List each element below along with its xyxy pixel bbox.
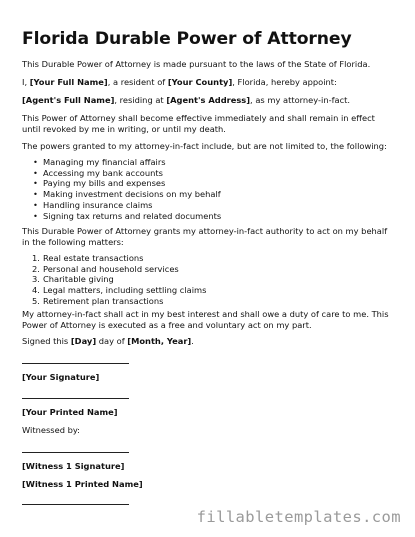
agent-name-placeholder: [Agent's Full Name] [22, 95, 115, 105]
matters-intro-paragraph: This Durable Power of Attorney grants my attorney-in-fact authority to act on my behalf in the following matters: [22, 226, 388, 247]
witness1-signature-line[interactable] [22, 452, 129, 453]
watermark: fillabletemplates.com [196, 508, 401, 526]
your-printed-name-label: [Your Printed Name] [22, 407, 118, 417]
list-item [22, 157, 221, 168]
signed-prefix: Signed this [22, 336, 71, 346]
agent-suffix: , as my attorney-in-fact. [250, 95, 351, 105]
agent-paragraph [22, 95, 394, 106]
list-item-text: Making investment decisions on my behalf [43, 189, 221, 200]
list-item [22, 274, 206, 285]
appoint-mid: , a resident of [107, 77, 168, 87]
signed-paragraph [22, 336, 394, 347]
bullet-icon: • [33, 210, 38, 221]
witness1-printed-name-line[interactable] [22, 504, 129, 505]
list-item-text: Paying my bills and expenses [43, 178, 166, 189]
witness1-signature-label: [Witness 1 Signature] [22, 461, 125, 471]
list-item-text: Charitable giving [43, 274, 114, 285]
list-item [22, 168, 221, 179]
list-item [22, 200, 221, 211]
intro-paragraph: This Durable Power of Attorney is made pursuant to the laws of the State of Florida. [22, 59, 371, 69]
list-item-text: Managing my financial affairs [43, 157, 166, 167]
list-item-text: Accessing my bank accounts [43, 167, 163, 178]
witness1-printed-name-label: [Witness 1 Printed Name] [22, 479, 143, 489]
day-placeholder: [Day] [70, 336, 97, 346]
powers-list [22, 157, 221, 221]
duty-paragraph: My attorney-in-fact shall act in my best interest and shall owe a duty of care to me. This Power of Attorney is executed as a free and voluntary act on my part. [22, 309, 389, 330]
list-item [22, 296, 206, 307]
appoint-suffix: , Florida, hereby appoint: [232, 77, 337, 87]
county-placeholder: [Your County] [167, 77, 233, 87]
effective-paragraph: This Power of Attorney shall become effective immediately and shall remain in effect until revoked by me in writing, or until my death. [22, 113, 375, 134]
list-item-text: Legal matters, including settling claims [43, 285, 207, 296]
list-item [22, 189, 221, 200]
list-item-text: Retirement plan transactions [43, 295, 164, 306]
agent-mid: , residing at [114, 95, 167, 105]
bullet-icon: • [33, 157, 38, 167]
list-number: 4. [32, 285, 40, 296]
appointment-paragraph [22, 77, 394, 88]
list-number: 1. [32, 253, 40, 263]
full-name-placeholder: [Your Full Name] [29, 77, 108, 87]
document-title: Florida Durable Power of Attorney [22, 29, 352, 49]
list-item [22, 285, 206, 296]
your-signature-label: [Your Signature] [22, 372, 100, 382]
your-signature-line[interactable] [22, 363, 129, 364]
list-item-text: Handling insurance claims [43, 199, 153, 210]
signed-suffix: . [191, 336, 194, 346]
appoint-prefix: I, [22, 77, 30, 87]
list-item-text: Personal and household services [43, 263, 179, 274]
powers-intro-paragraph: The powers granted to my attorney-in-fact include, but are not limited to, the following: [22, 141, 387, 151]
matters-list [22, 253, 206, 307]
bullet-icon: • [33, 178, 38, 189]
bullet-icon: • [33, 199, 38, 210]
month-year-placeholder: [Month, Year] [127, 336, 192, 346]
witnessed-by-label: Witnessed by: [22, 425, 80, 435]
list-number: 2. [32, 263, 40, 274]
your-printed-name-line[interactable] [22, 398, 129, 399]
list-item-text: Real estate transactions [43, 253, 144, 263]
list-item [22, 178, 221, 189]
list-item [22, 253, 206, 264]
list-item-text: Signing tax returns and related documents [43, 210, 222, 221]
agent-address-placeholder: [Agent's Address] [166, 95, 251, 105]
list-item [22, 264, 206, 275]
bullet-icon: • [33, 189, 38, 200]
list-item [22, 211, 221, 222]
list-number: 5. [32, 295, 40, 306]
signed-mid: day of [96, 336, 128, 346]
bullet-icon: • [33, 167, 38, 178]
list-number: 3. [32, 274, 40, 285]
